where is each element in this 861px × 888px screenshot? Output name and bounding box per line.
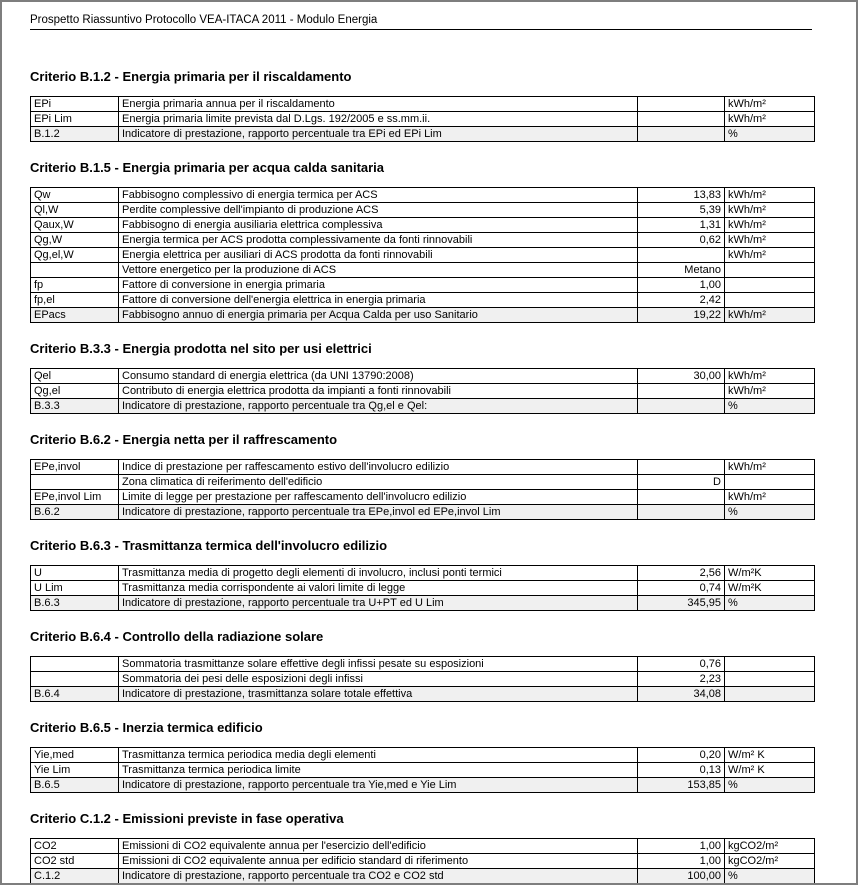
row-code-cell: EPacs bbox=[31, 308, 119, 323]
row-code-cell: Yie Lim bbox=[31, 763, 119, 778]
row-code-cell: Qel bbox=[31, 369, 119, 384]
row-unit-cell: kWh/m² bbox=[725, 97, 815, 112]
row-code-cell: Yie,med bbox=[31, 748, 119, 763]
row-value-cell: 0,20 bbox=[638, 748, 725, 763]
table-row bbox=[31, 687, 815, 702]
table-row bbox=[31, 127, 815, 142]
table-row bbox=[31, 581, 815, 596]
row-description-cell: Fabbisogno annuo di energia primaria per Acqua Calda per uso Sanitario bbox=[119, 308, 638, 323]
row-description-cell: Trasmittanza termica periodica media degli elementi bbox=[119, 748, 638, 763]
row-unit-cell bbox=[725, 657, 815, 672]
row-value-cell: 0,13 bbox=[638, 763, 725, 778]
header-title: Prospetto Riassuntivo Protocollo VEA-ITACA 2011 - Modulo Energia bbox=[30, 14, 378, 26]
row-code-cell: B.6.4 bbox=[31, 687, 119, 702]
row-value-cell: 1,00 bbox=[638, 839, 725, 854]
row-unit-cell: kWh/m² bbox=[725, 188, 815, 203]
table-body bbox=[31, 460, 815, 520]
row-value-cell: 153,85 bbox=[638, 778, 725, 793]
row-unit-cell bbox=[725, 687, 815, 702]
row-description-cell: Sommatoria trasmittanze solare effettive degli infissi pesate su esposizioni bbox=[119, 657, 638, 672]
row-description-cell: Indice di prestazione per raffescamento estivo dell'involucro edilizio bbox=[119, 460, 638, 475]
table-row bbox=[31, 490, 815, 505]
section-title: Criterio B.6.4 - Controllo della radiazione solare bbox=[30, 629, 324, 644]
sections-container bbox=[30, 70, 856, 884]
table-body bbox=[31, 748, 815, 793]
row-unit-cell bbox=[725, 278, 815, 293]
row-value-cell: 34,08 bbox=[638, 687, 725, 702]
row-description-cell: Fattore di conversione in energia primaria bbox=[119, 278, 638, 293]
table-body bbox=[31, 657, 815, 702]
row-code-cell: Qg,el bbox=[31, 384, 119, 399]
row-unit-cell: kWh/m² bbox=[725, 490, 815, 505]
row-unit-cell: kWh/m² bbox=[725, 203, 815, 218]
row-value-cell: 2,42 bbox=[638, 293, 725, 308]
table-row bbox=[31, 188, 815, 203]
row-value-cell: 13,83 bbox=[638, 188, 725, 203]
row-description-cell: Energia primaria limite prevista dal D.Lgs. 192/2005 e ss.mm.ii. bbox=[119, 112, 638, 127]
row-value-cell: 1,00 bbox=[638, 278, 725, 293]
criteria-table bbox=[30, 368, 815, 414]
row-description-cell: Emissioni di CO2 equivalente annua per l'esercizio dell'edificio bbox=[119, 839, 638, 854]
row-description-cell: Limite di legge per prestazione per raffescamento dell'involucro edilizio bbox=[119, 490, 638, 505]
row-code-cell: CO2 std bbox=[31, 854, 119, 869]
row-value-cell bbox=[638, 127, 725, 142]
table-body bbox=[31, 369, 815, 414]
row-description-cell: Vettore energetico per la produzione di ACS bbox=[119, 263, 638, 278]
criterio-section bbox=[30, 630, 856, 702]
table-row bbox=[31, 748, 815, 763]
row-unit-cell: kWh/m² bbox=[725, 369, 815, 384]
table-row bbox=[31, 460, 815, 475]
row-unit-cell: % bbox=[725, 127, 815, 142]
row-description-cell: Trasmittanza termica periodica limite bbox=[119, 763, 638, 778]
row-code-cell: U bbox=[31, 566, 119, 581]
criteria-table bbox=[30, 838, 815, 884]
row-unit-cell: % bbox=[725, 505, 815, 520]
row-description-cell: Indicatore di prestazione, rapporto percentuale tra Qg,el e Qel: bbox=[119, 399, 638, 414]
row-value-cell bbox=[638, 490, 725, 505]
row-unit-cell: kWh/m² bbox=[725, 248, 815, 263]
row-description-cell: Trasmittanza media di progetto degli elementi di involucro, inclusi ponti termici bbox=[119, 566, 638, 581]
row-code-cell bbox=[31, 263, 119, 278]
row-description-cell: Energia termica per ACS prodotta complessivamente da fonti rinnovabili bbox=[119, 233, 638, 248]
criterio-section bbox=[30, 161, 856, 323]
row-code-cell: EPe,invol Lim bbox=[31, 490, 119, 505]
row-description-cell: Indicatore di prestazione, trasmittanza solare totale effettiva bbox=[119, 687, 638, 702]
criterio-section bbox=[30, 342, 856, 414]
row-code-cell: Qw bbox=[31, 188, 119, 203]
row-value-cell: 1,31 bbox=[638, 218, 725, 233]
row-unit-cell: kWh/m² bbox=[725, 460, 815, 475]
row-value-cell: D bbox=[638, 475, 725, 490]
row-code-cell bbox=[31, 672, 119, 687]
table-row bbox=[31, 218, 815, 233]
row-value-cell: 30,00 bbox=[638, 369, 725, 384]
criterio-section bbox=[30, 539, 856, 611]
table-row bbox=[31, 854, 815, 869]
table-row bbox=[31, 399, 815, 414]
row-description-cell: Consumo standard di energia elettrica (da UNI 13790:2008) bbox=[119, 369, 638, 384]
section-title: Criterio B.1.2 - Energia primaria per il riscaldamento bbox=[30, 69, 352, 84]
criterio-section bbox=[30, 70, 856, 142]
row-value-cell bbox=[638, 505, 725, 520]
criteria-table bbox=[30, 187, 815, 323]
row-code-cell: Qaux,W bbox=[31, 218, 119, 233]
table-row bbox=[31, 233, 815, 248]
row-value-cell bbox=[638, 399, 725, 414]
row-description-cell: Indicatore di prestazione, rapporto percentuale tra Yie,med e Yie Lim bbox=[119, 778, 638, 793]
section-title: Criterio C.1.2 - Emissioni previste in fase operativa bbox=[30, 811, 344, 826]
table-row bbox=[31, 778, 815, 793]
table-row bbox=[31, 278, 815, 293]
row-unit-cell: % bbox=[725, 399, 815, 414]
row-value-cell bbox=[638, 460, 725, 475]
row-code-cell: B.6.5 bbox=[31, 778, 119, 793]
section-title: Criterio B.6.5 - Inerzia termica edificio bbox=[30, 720, 263, 735]
row-code-cell: CO2 bbox=[31, 839, 119, 854]
row-value-cell: Metano bbox=[638, 263, 725, 278]
row-code-cell: Ql,W bbox=[31, 203, 119, 218]
table-body bbox=[31, 188, 815, 323]
table-row bbox=[31, 369, 815, 384]
row-unit-cell: W/m²K bbox=[725, 566, 815, 581]
table-body bbox=[31, 839, 815, 884]
row-value-cell bbox=[638, 97, 725, 112]
row-description-cell: Indicatore di prestazione, rapporto percentuale tra EPe,invol ed EPe,invol Lim bbox=[119, 505, 638, 520]
row-unit-cell: kWh/m² bbox=[725, 112, 815, 127]
row-code-cell: fp bbox=[31, 278, 119, 293]
row-code-cell: C.1.2 bbox=[31, 869, 119, 884]
row-code-cell: B.1.2 bbox=[31, 127, 119, 142]
row-description-cell: Zona climatica di reiferimento dell'edificio bbox=[119, 475, 638, 490]
section-title: Criterio B.6.2 - Energia netta per il raffrescamento bbox=[30, 432, 338, 447]
table-row bbox=[31, 475, 815, 490]
row-unit-cell: W/m²K bbox=[725, 581, 815, 596]
table-row bbox=[31, 763, 815, 778]
document-header bbox=[30, 14, 812, 30]
row-code-cell: Qg,W bbox=[31, 233, 119, 248]
row-description-cell: Fattore di conversione dell'energia elettrica in energia primaria bbox=[119, 293, 638, 308]
table-body bbox=[31, 97, 815, 142]
row-value-cell: 0,76 bbox=[638, 657, 725, 672]
criteria-table bbox=[30, 565, 815, 611]
row-value-cell: 2,23 bbox=[638, 672, 725, 687]
row-code-cell: Qg,el,W bbox=[31, 248, 119, 263]
section-title: Criterio B.1.5 - Energia primaria per acqua calda sanitaria bbox=[30, 160, 385, 175]
row-description-cell: Indicatore di prestazione, rapporto percentuale tra EPi ed EPi Lim bbox=[119, 127, 638, 142]
table-row bbox=[31, 293, 815, 308]
criteria-table bbox=[30, 656, 815, 702]
row-unit-cell: kWh/m² bbox=[725, 384, 815, 399]
row-code-cell bbox=[31, 657, 119, 672]
table-row bbox=[31, 248, 815, 263]
row-value-cell bbox=[638, 384, 725, 399]
row-description-cell: Fabbisogno complessivo di energia termica per ACS bbox=[119, 188, 638, 203]
row-code-cell: B.6.2 bbox=[31, 505, 119, 520]
table-row bbox=[31, 97, 815, 112]
row-unit-cell: kWh/m² bbox=[725, 308, 815, 323]
section-title: Criterio B.3.3 - Energia prodotta nel sito per usi elettrici bbox=[30, 341, 372, 356]
table-row bbox=[31, 308, 815, 323]
row-unit-cell: % bbox=[725, 596, 815, 611]
row-value-cell: 100,00 bbox=[638, 869, 725, 884]
table-row bbox=[31, 384, 815, 399]
row-description-cell: Indicatore di prestazione, rapporto percentuale tra U+PT ed U Lim bbox=[119, 596, 638, 611]
table-body bbox=[31, 566, 815, 611]
row-description-cell: Emissioni di CO2 equivalente annua per edificio standard di riferimento bbox=[119, 854, 638, 869]
row-description-cell: Fabbisogno di energia ausiliaria elettrica complessiva bbox=[119, 218, 638, 233]
row-unit-cell: W/m² K bbox=[725, 763, 815, 778]
table-row bbox=[31, 505, 815, 520]
row-value-cell: 345,95 bbox=[638, 596, 725, 611]
row-value-cell: 1,00 bbox=[638, 854, 725, 869]
row-code-cell: EPi bbox=[31, 97, 119, 112]
row-code-cell: B.3.3 bbox=[31, 399, 119, 414]
row-unit-cell bbox=[725, 672, 815, 687]
row-unit-cell: % bbox=[725, 869, 815, 884]
criterio-section bbox=[30, 433, 856, 520]
row-description-cell: Contributo di energia elettrica prodotta da impianti a fonti rinnovabili bbox=[119, 384, 638, 399]
row-unit-cell bbox=[725, 475, 815, 490]
row-value-cell: 0,62 bbox=[638, 233, 725, 248]
row-value-cell bbox=[638, 112, 725, 127]
row-code-cell: B.6.3 bbox=[31, 596, 119, 611]
criteria-table bbox=[30, 96, 815, 142]
row-unit-cell: W/m² K bbox=[725, 748, 815, 763]
row-code-cell: EPi Lim bbox=[31, 112, 119, 127]
table-row bbox=[31, 566, 815, 581]
table-row bbox=[31, 596, 815, 611]
row-value-cell bbox=[638, 248, 725, 263]
row-unit-cell: kWh/m² bbox=[725, 218, 815, 233]
criteria-table bbox=[30, 747, 815, 793]
criterio-section bbox=[30, 721, 856, 793]
row-value-cell: 19,22 bbox=[638, 308, 725, 323]
table-row bbox=[31, 112, 815, 127]
row-value-cell: 2,56 bbox=[638, 566, 725, 581]
row-code-cell: fp,el bbox=[31, 293, 119, 308]
row-description-cell: Energia primaria annua per il riscaldamento bbox=[119, 97, 638, 112]
row-unit-cell: kWh/m² bbox=[725, 233, 815, 248]
criteria-table bbox=[30, 459, 815, 520]
row-description-cell: Indicatore di prestazione, rapporto percentuale tra CO2 e CO2 std bbox=[119, 869, 638, 884]
row-unit-cell bbox=[725, 263, 815, 278]
row-description-cell: Perdite complessive dell'impianto di produzione ACS bbox=[119, 203, 638, 218]
section-title: Criterio B.6.3 - Trasmittanza termica dell'involucro edilizio bbox=[30, 538, 388, 553]
row-code-cell: EPe,invol bbox=[31, 460, 119, 475]
criterio-section bbox=[30, 812, 856, 884]
table-row bbox=[31, 203, 815, 218]
row-unit-cell bbox=[725, 293, 815, 308]
row-value-cell: 0,74 bbox=[638, 581, 725, 596]
row-code-cell bbox=[31, 475, 119, 490]
row-value-cell: 5,39 bbox=[638, 203, 725, 218]
row-description-cell: Energia elettrica per ausiliari di ACS prodotta da fonti rinnovabili bbox=[119, 248, 638, 263]
table-row bbox=[31, 869, 815, 884]
row-description-cell: Trasmittanza media corrispondente ai valori limite di legge bbox=[119, 581, 638, 596]
table-row bbox=[31, 263, 815, 278]
row-unit-cell: kgCO2/m² bbox=[725, 839, 815, 854]
table-row bbox=[31, 839, 815, 854]
row-unit-cell: % bbox=[725, 778, 815, 793]
table-row bbox=[31, 657, 815, 672]
table-row bbox=[31, 672, 815, 687]
row-code-cell: U Lim bbox=[31, 581, 119, 596]
row-description-cell: Sommatoria dei pesi delle esposizioni degli infissi bbox=[119, 672, 638, 687]
row-unit-cell: kgCO2/m² bbox=[725, 854, 815, 869]
